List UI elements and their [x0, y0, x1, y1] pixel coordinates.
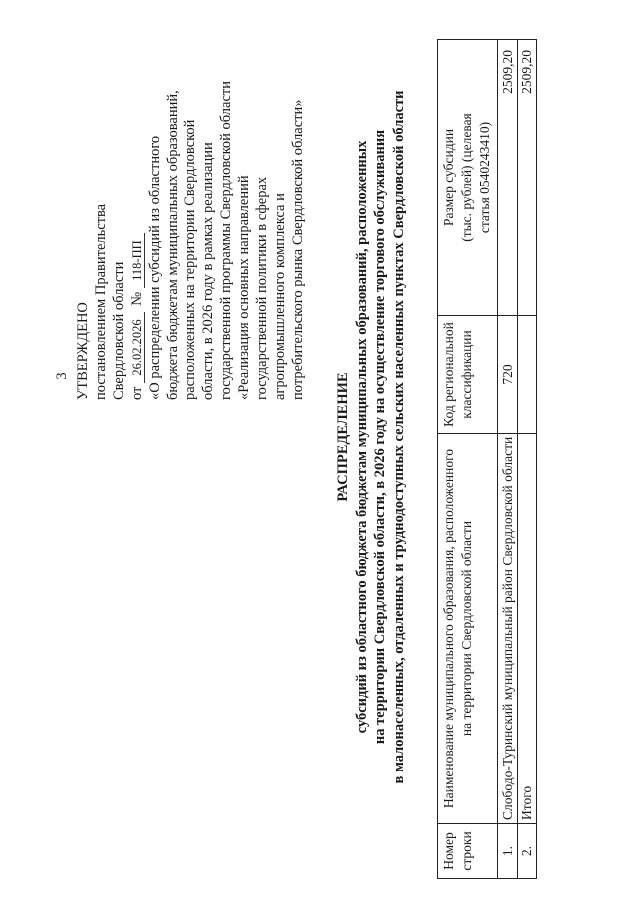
document-subtitle-line: субсидий из областного бюджета бюджетам муниципальных образований, расположенных — [353, 140, 370, 734]
approval-title: УТВЕРЖДЕНО — [75, 302, 91, 400]
table-row-total — [518, 40, 537, 879]
header-region-code — [438, 316, 498, 434]
resolution-title-line: области, в 2026 году в рамках реализации — [200, 142, 217, 400]
header-line: Код региональной — [441, 322, 456, 427]
header-subsidy-amount — [438, 40, 498, 316]
resolution-title-line: расположенных на территории Свердловской — [182, 119, 199, 400]
resolution-title-line: потребительского рынка Свердловской области» — [289, 99, 306, 400]
header-line: на территории Свердловской области — [459, 520, 474, 737]
document-subtitle-line: на территории Свердловской области, в 2026 году на осуществление торгового обслуживания — [372, 129, 388, 745]
resolution-title-line: «О распределении субсидий из областного — [146, 135, 163, 400]
date-prefix: от — [128, 386, 145, 400]
header-line: классификации — [459, 330, 474, 419]
resolution-title-line: «Реализация основных направлений — [236, 175, 253, 400]
header-line: Размер субсидии — [441, 128, 456, 227]
document-subtitle-line: в малонаселенных, отдаленных и труднодоступных сельских населенных пунктах Свердловской области — [390, 90, 407, 784]
header-municipality — [438, 434, 498, 824]
cell-row-number: 2. — [518, 824, 537, 879]
header-row-number — [438, 824, 498, 879]
cell-region-code: 720 — [498, 316, 518, 434]
number-prefix: № — [128, 291, 145, 306]
cell-subsidy-amount: 2509,20 — [498, 40, 518, 316]
resolution-title-line: бюджета бюджетам муниципальных образований, — [164, 90, 181, 400]
resolution-title-line: агропромышленного комплекса и — [271, 193, 288, 400]
document-heading — [334, 5, 408, 869]
cell-total-label: Итого — [518, 434, 537, 824]
cell-row-number: 1. — [498, 824, 518, 879]
page-number: 3 — [54, 372, 70, 380]
header-line: строки — [459, 831, 474, 871]
approval-date: 26.02.2026 — [131, 312, 145, 382]
table-row — [498, 40, 518, 879]
approval-authority-line: Свердловской области — [110, 261, 127, 400]
cell-municipality: Слободо-Туринский муниципальный район Свердловской области — [498, 434, 518, 824]
table-header-row — [438, 40, 498, 879]
header-line: Наименование муниципального образования, расположенного — [441, 448, 456, 809]
approval-stamp — [75, 81, 308, 400]
distribution-table — [437, 39, 537, 879]
approval-number: 118-ПП — [131, 233, 145, 288]
header-line: статья 0540243410) — [477, 121, 492, 234]
cell-region-code-empty — [518, 316, 537, 434]
document-title: РАСПРЕДЕЛЕНИЕ — [335, 372, 351, 502]
approval-authority-line: постановлением Правительства — [92, 203, 109, 400]
resolution-title-line: государственной программы Свердловской области — [218, 81, 235, 400]
cell-total-amount: 2509,20 — [518, 40, 537, 316]
approval-date-number-line — [129, 81, 147, 400]
resolution-title-line: государственной политики в сферах — [254, 176, 271, 400]
header-line: Номер — [441, 832, 456, 870]
header-line: (тыс. рублей) (целевая — [459, 113, 474, 242]
